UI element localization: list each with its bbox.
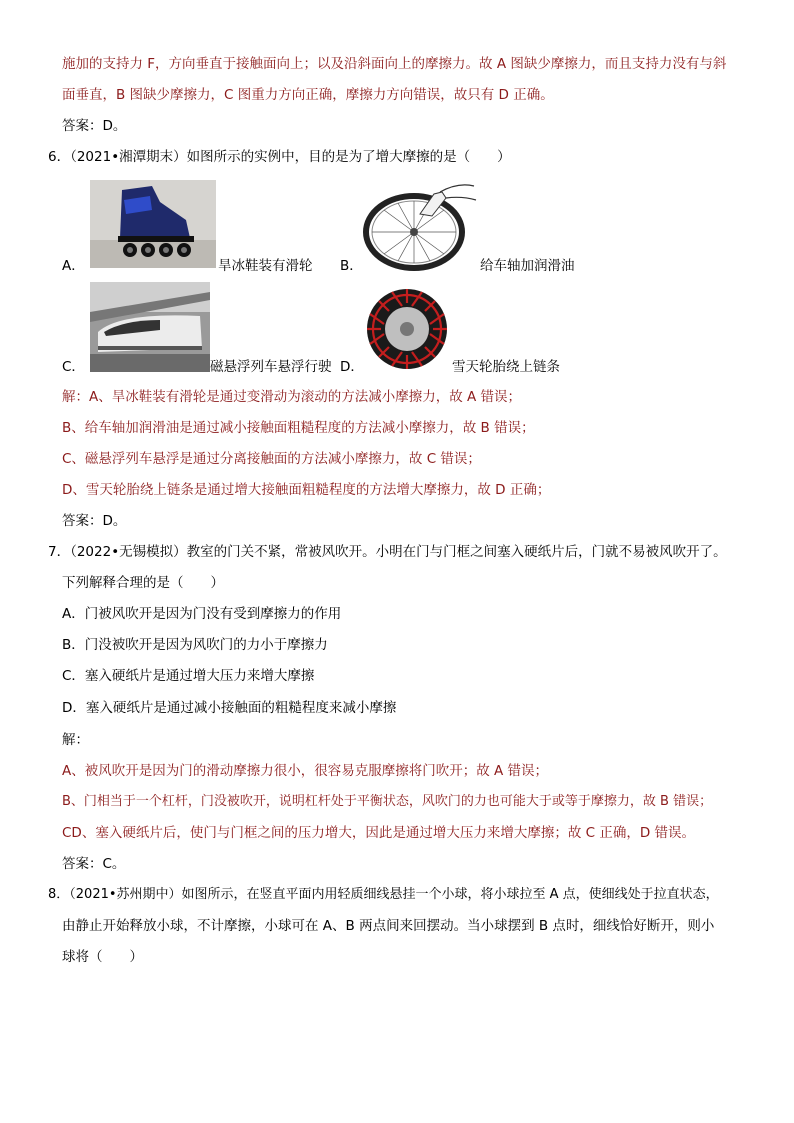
q7-answer: 答案：C。	[62, 856, 126, 872]
q5-solution-line-2: 面垂直，B 图缺少摩擦力，C 图重力方向正确，摩擦力方向错误，故只有 D 正确。	[62, 87, 554, 103]
q6-solution-d: D、雪天轮胎绕上链条是通过增大接触面粗糙程度的方法增大摩擦力，故 D 正确；	[62, 482, 551, 498]
q5-answer: 答案：D。	[62, 118, 127, 134]
q6-answer: 答案：D。	[62, 513, 127, 529]
bicycle-wheel-oil-image	[362, 178, 480, 272]
q6-solution-b: B、给车轴加润滑油是通过减小接触面粗糙程度的方法减小摩擦力，故 B 错误；	[62, 420, 535, 436]
tire-chain-image	[364, 286, 450, 372]
q7-solution-head: 解：	[62, 732, 89, 748]
q6-option-d-text: 雪天轮胎绕上链条	[452, 359, 560, 375]
maglev-train-image	[90, 282, 210, 372]
q6-option-b-text: 给车轴加润滑油	[480, 258, 575, 274]
q8-stem-line-1: 8．（2021•苏州期中）如图所示，在竖直平面内用轻质细线悬挂一个小球，将小球拉至 A 点，使细线处于拉直状态，	[48, 887, 719, 902]
q6-stem: 6．（2021•湘潭期末）如图所示的实例中，目的是为了增大摩擦的是（ ）	[48, 149, 511, 165]
q7-stem-line-1: 7．（2022•无锡模拟）教室的门关不紧，常被风吹开。小明在门与门框之间塞入硬纸片后，门就不易被风吹开了。	[48, 544, 727, 560]
q6-option-c-text: 磁悬浮列车悬浮行驶	[210, 359, 332, 375]
q6-option-c-letter: C．	[62, 359, 85, 375]
q8-stem-line-2: 由静止开始释放小球，不计摩擦，小球可在 A、B 两点间来回摆动。当小球摆到 B 点时，细线恰好断开，则小	[62, 918, 715, 934]
q7-solution-cd: CD、塞入硬纸片后，使门与门框之间的压力增大，因此是通过增大压力来增大摩擦；故 C 正确，D 错误。	[62, 825, 696, 841]
q6-option-a-letter: A．	[62, 258, 85, 274]
q6-option-b-letter: B．	[340, 258, 363, 274]
q7-stem-line-2: 下列解释合理的是（ ）	[62, 575, 224, 591]
roller-skate-image	[90, 180, 216, 268]
q6-solution-c: C、磁悬浮列车悬浮是通过分离接触面的方法减小摩擦力，故 C 错误；	[62, 451, 481, 467]
q7-option-d: D．塞入硬纸片是通过减小接触面的粗糙程度来减小摩擦	[62, 700, 397, 716]
q6-option-a-text: 旱冰鞋装有滑轮	[218, 258, 313, 274]
q7-option-b: B．门没被吹开是因为风吹门的力小于摩擦力	[62, 637, 328, 653]
q7-solution-b: B、门相当于一个杠杆，门没被吹开，说明杠杆处于平衡状态，风吹门的力也可能大于或等于摩擦力，故 B 错误；	[62, 794, 713, 809]
q7-option-a: A．门被风吹开是因为门没有受到摩擦力的作用	[62, 606, 342, 622]
q6-option-d-letter: D．	[340, 359, 364, 375]
q7-solution-a: A、被风吹开是因为门的滑动摩擦力很小，很容易克服摩擦将门吹开；故 A 错误；	[62, 763, 549, 779]
q5-solution-line-1: 施加的支持力 F，方向垂直于接触面向上；以及沿斜面向上的摩擦力。故 A 图缺少摩擦力，而且支持力没有与斜	[62, 56, 727, 72]
q7-option-c: C．塞入硬纸片是通过增大压力来增大摩擦	[62, 668, 315, 684]
q6-solution-a: 解：A、旱冰鞋装有滑轮是通过变滑动为滚动的方法减小摩擦力，故 A 错误；	[62, 389, 522, 405]
q8-stem-line-3: 球将（ ）	[62, 949, 143, 965]
